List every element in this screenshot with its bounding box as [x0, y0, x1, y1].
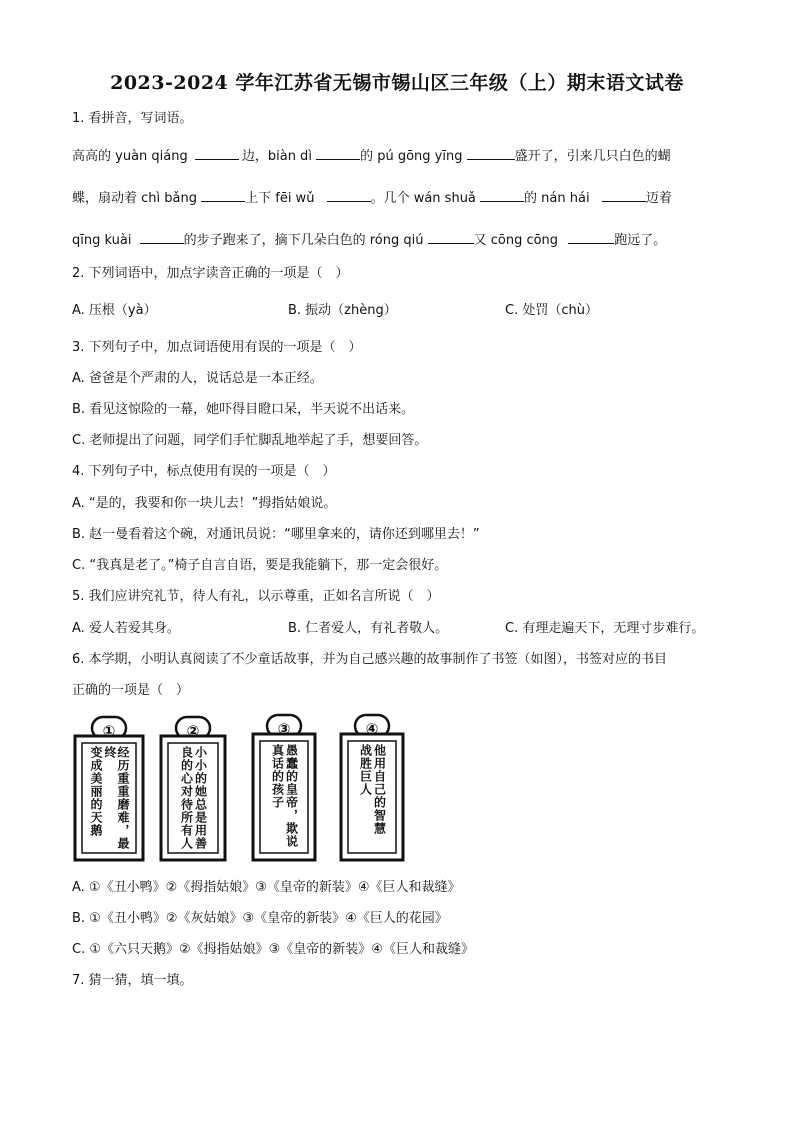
answer-blank[interactable] — [140, 231, 184, 244]
answer-blank[interactable] — [480, 189, 524, 202]
bookmark-number: ① — [102, 722, 116, 740]
q1-line3-b: 的步子跑来了，摘下几朵白色的 róng qiú — [183, 233, 428, 248]
q2-option-c[interactable]: C. 处罚（chù） — [505, 303, 598, 318]
q4-option-a[interactable]: A. “是的，我要和你一块儿去！”拇指姑娘说。 — [72, 496, 337, 511]
q1-line1-a: 高高的 yuàn qiáng — [72, 149, 192, 164]
q3-stem: 3. 下列句子中，加点词语使用有误的一项是（ ） — [72, 340, 362, 355]
q6-option-b[interactable]: B. ①《丑小鸭》②《灰姑娘》③《皇帝的新装》④《巨人的花园》 — [72, 911, 448, 926]
q1-stem: 1. 看拼音，写词语。 — [72, 111, 193, 126]
q2-option-a[interactable]: A. 压根（yà） — [72, 303, 157, 318]
q5-option-c[interactable]: C. 有理走遍天下，无理寸步难行。 — [505, 621, 705, 636]
answer-blank[interactable] — [568, 231, 614, 244]
bookmark-text: 变成美丽的天鹅 — [89, 746, 103, 837]
q3-option-b[interactable]: B. 看见这惊险的一幕，她吓得目瞪口呆，半天说不出话来。 — [72, 402, 415, 417]
q2-option-b[interactable]: B. 振动（zhèng） — [288, 303, 397, 318]
q3-option-a[interactable]: A. 爸爸是个严肃的人，说话总是一本正经。 — [72, 371, 323, 386]
bookmark-text: 愚蠢的皇帝，欺说 — [284, 744, 299, 848]
q1-line1-b: 边，biàn dì — [241, 149, 317, 164]
bookmark-text: 经历重重磨难，最终 — [103, 746, 130, 850]
answer-blank[interactable] — [201, 189, 245, 202]
q1-line2 — [72, 189, 672, 208]
answer-blank[interactable] — [195, 147, 239, 160]
bookmark-text: 良的心对待所有人 — [179, 746, 194, 850]
q1-line2-a: 蝶，扇动着 chì bǎng — [72, 191, 202, 206]
q3-option-c[interactable]: C. 老师提出了问题，同学们手忙脚乱地举起了手，想要回答。 — [72, 433, 428, 448]
q2-stem: 2. 下列词语中，加点字读音正确的一项是（ ） — [72, 266, 349, 281]
q4-option-b[interactable]: B. 赵一曼看着这个碗，对通讯员说：“哪里拿来的，请你还到哪里去！” — [72, 527, 480, 542]
q6-option-c[interactable]: C. ①《六只天鹅》②《拇指姑娘》③《皇帝的新装》④《巨人和裁缝》 — [72, 942, 474, 957]
bookmark-text: 他用自己的智慧 — [372, 744, 387, 835]
answer-blank[interactable] — [327, 189, 371, 202]
q1-line2-b: 上下 fēi wǔ — [245, 191, 319, 206]
bookmark-3 — [250, 712, 318, 864]
q1-line1-d: 盛开了，引来几只白色的蝴 — [514, 149, 671, 164]
answer-blank[interactable] — [316, 147, 360, 160]
q6-stem-line2: 正确的一项是（ ） — [72, 683, 190, 698]
bookmark-text: 小小的她总是用善 — [193, 746, 208, 850]
bookmark-1 — [72, 714, 146, 864]
q5-stem: 5. 我们应讲究礼节，待人有礼，以示尊重，正如名言所说（ ） — [72, 589, 440, 604]
q6-option-a[interactable]: A. ①《丑小鸭》②《拇指姑娘》③《皇帝的新装》④《巨人和裁缝》 — [72, 880, 461, 895]
page-title: 2023-2024 学年江苏省无锡市锡山区三年级（上）期末语文试卷 — [110, 72, 684, 94]
q1-line1 — [72, 147, 671, 166]
q5-option-a[interactable]: A. 爱人若爱其身。 — [72, 621, 180, 636]
bookmark-number: ② — [186, 722, 200, 740]
q1-line3-a: qīng kuài — [72, 233, 136, 248]
bookmark-text: 战胜巨人 — [358, 744, 373, 796]
bookmark-number: ④ — [365, 720, 379, 738]
q1-line2-d: 的 nán hái — [524, 191, 594, 206]
bookmark-2 — [158, 714, 228, 864]
bookmark-number: ③ — [277, 720, 291, 738]
q4-option-c[interactable]: C. “我真是老了。”椅子自言自语，要是我能躺下，那一定会很好。 — [72, 558, 448, 573]
q1-line3-c: 又 cōng cōng — [473, 233, 563, 248]
q5-option-b[interactable]: B. 仁者爱人，有礼者敬人。 — [288, 621, 449, 636]
q1-line3-d: 跑远了。 — [614, 233, 667, 248]
answer-blank[interactable] — [602, 189, 646, 202]
q1-line2-e: 迈着 — [645, 191, 672, 206]
q1-line2-c: 。几个 wán shuǎ — [370, 191, 481, 206]
answer-blank[interactable] — [428, 231, 474, 244]
q4-stem: 4. 下列句子中，标点使用有误的一项是（ ） — [72, 464, 336, 479]
q1-line3 — [72, 231, 666, 250]
bookmark-4 — [338, 712, 406, 864]
bookmark-text: 真话的孩子 — [270, 744, 285, 809]
q6-stem-line1: 6. 本学期，小明认真阅读了不少童话故事，并为自己感兴趣的故事制作了书签（如图），书签对应的书目 — [72, 652, 668, 667]
q1-line1-c: 的 pú gōng yīng — [360, 149, 467, 164]
answer-blank[interactable] — [467, 147, 515, 160]
q7-stem: 7. 猜一猜，填一填。 — [72, 973, 193, 988]
